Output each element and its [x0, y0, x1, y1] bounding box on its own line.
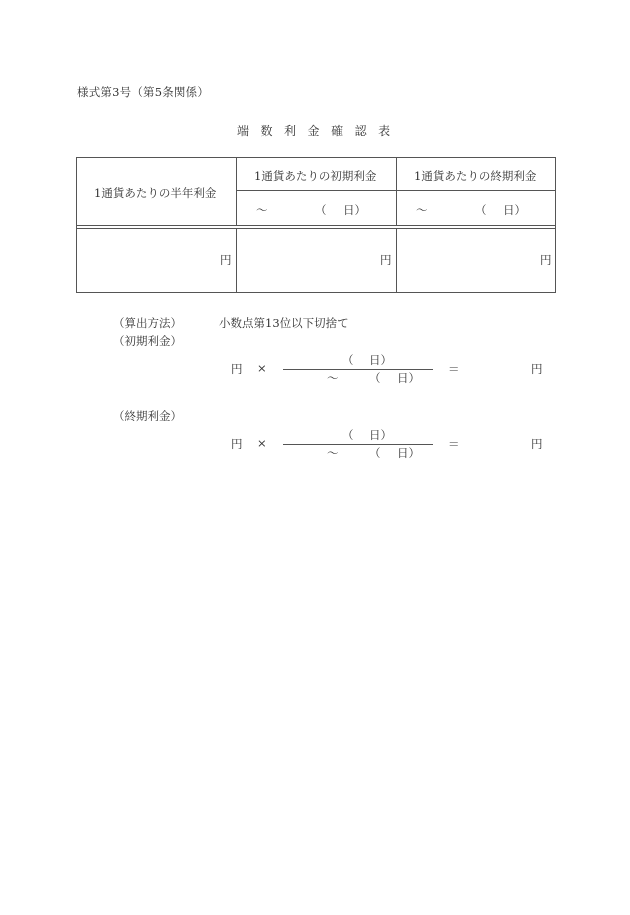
denominator-day: 日） — [397, 371, 420, 385]
result-yen: 円 — [531, 362, 543, 376]
document-title — [237, 122, 402, 139]
interest-table — [76, 157, 556, 293]
formula-yen: 円 — [231, 437, 243, 451]
denominator-paren: （ — [369, 371, 381, 385]
numerator-day: 日） — [369, 428, 392, 442]
multiply-sign: × — [257, 436, 267, 450]
header-final-interest: 1通貨あたりの終期利金 — [414, 169, 537, 183]
initial-period-paren: （ — [315, 203, 327, 217]
calc-method-label: （算出方法） — [113, 316, 182, 330]
result-yen: 円 — [531, 437, 543, 451]
initial-interest-label: （初期利金） — [113, 334, 182, 348]
denominator-tilde: ～ — [327, 371, 339, 385]
title-char: 端 — [237, 124, 250, 138]
title-char: 表 — [378, 124, 391, 138]
header-half-year-interest: 1通貨あたりの半年利金 — [94, 186, 217, 200]
numerator-paren: （ — [342, 428, 354, 442]
header-initial-interest: 1通貨あたりの初期利金 — [254, 169, 377, 183]
calc-method-value: 小数点第13位以下切捨て — [219, 316, 349, 330]
equals-sign: ＝ — [448, 437, 460, 451]
denominator-day: 日） — [397, 446, 420, 460]
final-interest-label: （終期利金） — [113, 409, 182, 423]
equals-sign: ＝ — [448, 362, 460, 376]
initial-period-day: 日） — [343, 203, 366, 217]
half-year-interest-yen: 円 — [220, 253, 232, 267]
final-period-day: 日） — [503, 203, 526, 217]
formula-yen: 円 — [231, 362, 243, 376]
numerator-paren: （ — [342, 353, 354, 367]
form-number-label: 様式第3号（第5条関係） — [77, 85, 210, 99]
denominator-tilde: ～ — [327, 446, 339, 460]
title-char: 金 — [307, 124, 320, 138]
numerator-day: 日） — [369, 353, 392, 367]
final-period-paren: （ — [475, 203, 487, 217]
title-char: 確 — [331, 124, 344, 138]
initial-period-tilde: ～ — [256, 203, 268, 217]
title-char: 数 — [260, 124, 273, 138]
title-char: 利 — [284, 124, 297, 138]
multiply-sign: × — [257, 361, 267, 375]
header-divider — [237, 190, 555, 191]
final-period-tilde: ～ — [416, 203, 428, 217]
header-body-double-rule — [77, 225, 555, 229]
final-interest-yen: 円 — [540, 253, 552, 267]
title-char: 認 — [354, 124, 367, 138]
denominator-paren: （ — [369, 446, 381, 460]
initial-interest-yen: 円 — [380, 253, 392, 267]
